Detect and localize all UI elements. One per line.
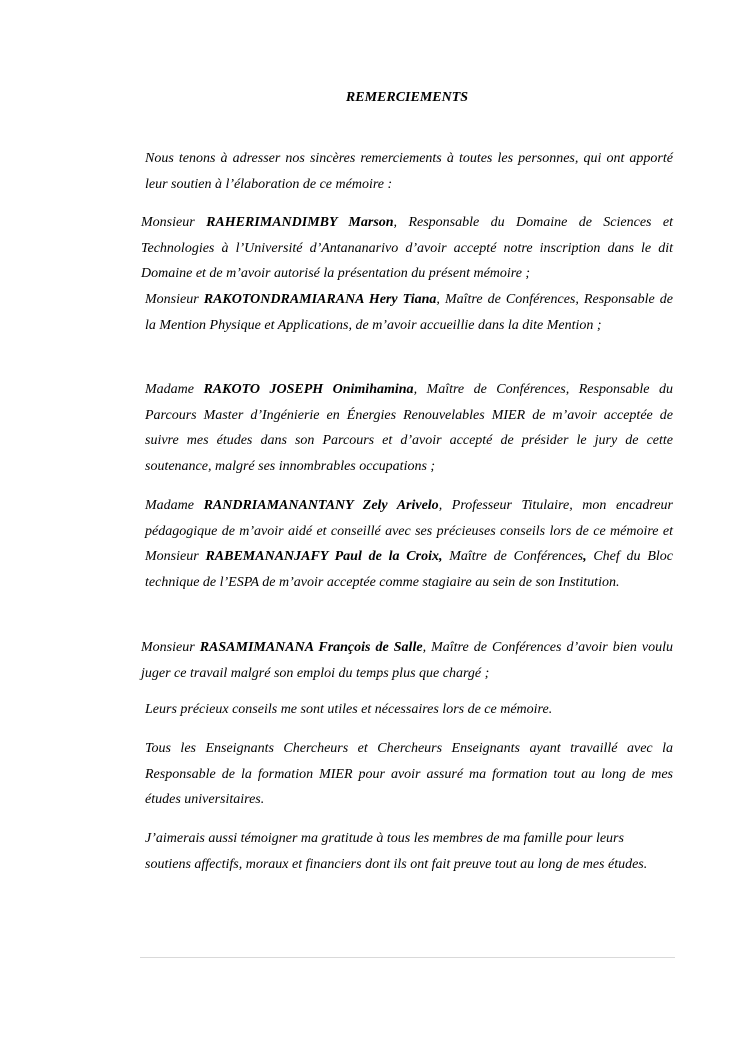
thanks-randriamanantany [145,493,673,595]
thanks-rakoto-joseph [145,377,673,479]
thanks-text: , Responsable du Domaine de Sciences et Technologies à l’Université d’Antananarivo d’avoir accepté notre inscription dans le dit Domaine et de m’avoir autorisé la présentation du présent mémoire ; [141,215,673,281]
person-name: RAKOTO JOSEPH Onimihamina [203,382,414,397]
person-name: RABEMANANJAFY Paul de la Croix, [205,549,443,564]
person-name: RANDRIAMANANTANY Zely Arivelo [203,498,439,513]
thanks-text: , Maître de Conférences d’avoir bien voulu juger ce travail malgré son emploi du temps plus que chargé ; [141,640,673,681]
page-title: REMERCIEMENTS [345,90,469,105]
thanks-raherimandimby [141,210,673,287]
thanks-text: Monsieur [145,292,204,307]
bold-comma: , [583,549,587,564]
enseignants-paragraph: Tous les Enseignants Chercheurs et Chercheurs Enseignants ayant travaillé avec la Responsable de la formation MIER pour avoir assuré ma formation tout au long de mes études universitaires. [145,741,673,807]
intro-paragraph: Nous tenons à adresser nos sincères remerciements à toutes les personnes, qui ont apporté leur soutien à l’élaboration de ce mémoire : [145,151,673,192]
thanks-text: , Professeur Titulaire, mon encadreur pédagogique de m’avoir aidé et conseillé avec ses précieuses conseils lors de ce mémoire et Monsieur [145,498,673,564]
conseils-paragraph: Leurs précieux conseils me sont utiles et nécessaires lors de ce mémoire. [145,702,553,717]
thanks-text: Madame [145,382,204,397]
thanks-text: Monsieur [141,640,200,655]
person-name: RAHERIMANDIMBY Marson [206,215,394,230]
thanks-text: Monsieur [141,215,207,230]
thanks-text: Madame [145,498,204,513]
thanks-rakotondramiarana [145,287,673,338]
footer-divider [140,957,675,958]
thanks-text: Maître de Conférences [442,549,584,564]
thanks-text: Chef du Bloc technique de l’ESPA de m’avoir acceptée comme stagiaire au sein de son Institution. [145,549,673,590]
thanks-rasamimanana [141,635,673,686]
famille-paragraph: J’aimerais aussi témoigner ma gratitude à tous les membres de ma famille pour leurs soutiens affectifs, moraux et financiers dont ils ont fait preuve tout au long de mes études. [145,831,648,872]
thanks-text: , Maître de Conférences, Responsable de la Mention Physique et Applications, de m’avoir accueillie dans la dite Mention ; [145,292,673,333]
person-name: RASAMIMANANA François de Salle [199,640,423,655]
thanks-text: , Maître de Conférences, Responsable du Parcours Master d’Ingénierie en Énergies Renouvelables MIER de m’avoir acceptée de suivre mes études dans son Parcours et d’avoir accepté de présider le jury de cette soutenance, malgré ses innombrables occupations ; [145,382,673,474]
person-name: RAKOTONDRAMIARANA Hery Tiana [203,292,437,307]
